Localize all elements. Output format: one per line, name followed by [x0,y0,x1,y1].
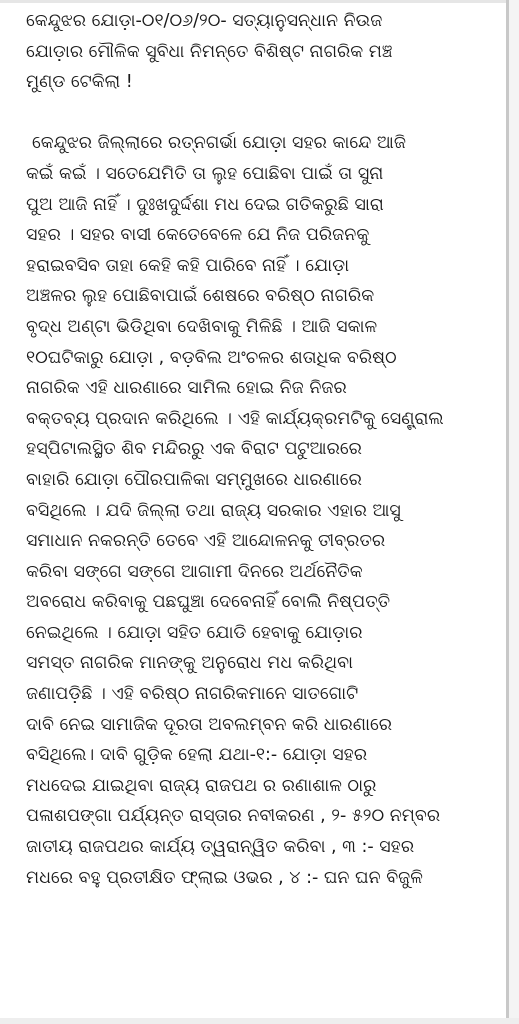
body-line: ଜାତୀୟ ରାଜପଥର କାର୍ଯ୍ୟ ତ୍ୱରାନ୍ୱିତ କରିବା , ୩ :- ସହର [26,837,415,858]
headline-line: ମୁଣ୍ଡ ଟେକିଲା ! [26,72,133,93]
body-line: ବସିଥିଲେ। ଦାବି ଗୁଡ଼ିକ ହେଲା ଯଥା-୧:- ଯୋଡ଼ା ସହର [26,745,368,766]
body-line: ହରାଇବସିବ ତାହା କେହି କହି ପାରିବେ ନାହିଁ । ଯୋଡ଼ା [26,255,350,276]
top-border [0,0,519,3]
headline-line: କେନ୍ଦୁଝର ଯୋଡ଼ା-୦୧/୦୬/୨୦- ସତ୍ୟାନୁସନ୍ଧାନ ନିଉଜ [26,11,383,31]
body-line: ଦାବି ନେଇ ସାମାଜିକ ଦୂରତା ଅବଲମ୍ବନ କରି ଧାରଣାରେ [26,714,393,735]
article-body [26,128,500,893]
body-line: ମଧରେ ବହୁ ପ୍ରତୀକ୍ଷିତ ଫ୍ଲାଇ ଓଭର , ୪ :- ଘନ ଘନ ବିଜୁଳି [26,867,423,888]
right-margin [509,0,519,1024]
bottom-border [0,1018,519,1024]
body-line: କେନ୍ଦୁଝର ଜିଲ୍ଲାରେ ରତ୍ନଗର୍ଭା ଯୋଡ଼ା ସହର କାନ୍ଦେ ଆଜି [32,133,406,154]
body-line: ବକ୍ତବ୍ୟ ପ୍ରଦାନ କରିଥିଲେ । ଏହି କାର୍ଯ୍ୟକ୍ରମଟିକୁ ସେଣ୍ଟ୍ରାଲ [26,408,444,429]
body-line: ଅବରୋଧ କରିବାକୁ ପଛଘୁଞ୍ଚା ଦେବେନାହିଁ ବୋଲି ନିଷ୍ପତ୍ତି [26,592,391,613]
headline [26,6,500,98]
body-line: ୧୦ଘଟିକାରୁ ଯୋଡ଼ା , ବଡ଼ବିଲ ଅଂଚଳର ଶତାଧିକ ବରିଷ୍ଠ [26,347,397,368]
right-border [506,0,509,1024]
body-line: ବାହାରି ଯୋଡ଼ା ପୌରପାଳିକା ସମ୍ମୁଖରେ ଧାରଣାରେ [26,469,362,490]
body-line: ଅଞ୍ଚଳର ଲୁହ ପୋଛିବାପାଇଁ ଶେଷରେ ବରିଷ୍ଠ ନାଗରିକ [26,286,375,307]
article-text [26,6,500,893]
body-line: ପଳାଶପଙ୍ଗା ପର୍ଯ୍ୟନ୍ତ ରାସ୍ତାର ନବୀକରଣ , ୨- ୫୨୦ ନମ୍ବର [26,806,441,827]
body-line: ବସିଥିଲେ । ଯଦି ଜିଲ୍ଲା ତଥା ରାଜ୍ୟ ସରକାର ଏହାର ଆସୁ [26,500,401,521]
body-line: ସମସ୍ତ ନାଗରିକ ମାନଙ୍କୁ ଅନୁରୋଧ ମଧ କରିଥିବା [26,653,354,674]
body-line: ମଧଦେଇ ଯାଇଥିବା ରାଜ୍ୟ ରାଜପଥ ର ରଣାଶାଳ ଠାରୁ [26,775,377,796]
body-line: ସହର । ସହର ବାସୀ କେତେବେଳେ ଯେ ନିଜ ପରିଜନକୁ [26,225,370,246]
paragraph-gap [26,98,500,129]
body-line: ବୃଦ୍ଧ ଅଣ୍ଟା ଭିଡିଥିବା ଦେଖିବାକୁ ମିଳିଛି । ଆଜି ସକାଳ [26,316,378,337]
body-line: ନେଇଥିଲେ । ଯୋଡ଼ା ସହିତ ଯୋଡି ହେବାକୁ ଯୋଡ଼ାର [26,622,363,643]
body-line: କରିବା ସଙ୍ଗେ ସଙ୍ଗେ ଆଗାମୀ ଦିନରେ ଅର୍ଥନୈତିକ [26,561,363,582]
body-line: ସମାଧାନ ନକରନ୍ତି ତେବେ ଏହି ଆନ୍ଦୋଳନକୁ ତୀବ୍ରତର [26,531,386,552]
headline-line: ଯୋଡ଼ାର ମୌଳିକ ସୁବିଧା ନିମନ୍ତେ ବିଶିଷ୍ଟ ନାଗରିକ ମଞ୍ଚ [26,41,393,62]
body-line: କଇଁ କଇଁ । ସତେଯେମିତି ତା ଲୁହ ପୋଛିବା ପାଇଁ ତା ସୁନା [26,163,384,184]
body-line: ହସ୍ପିଟାଲସ୍ଥିତ ଶିବ ମନ୍ଦିରରୁ ଏକ ବିରାଟ ପଟୁଆରରେ [26,439,362,460]
body-line: ପୁଅ ଆଜି ନାହିଁ । ଦୁଃଖଦୁର୍ଦ୍ଦଶା ମଧ ଦେଇ ଗତିକରୁଛି ସାରା [26,194,384,215]
body-line: ନାଗରିକ ଏହି ଧାରଣାରେ ସାମିଲ ହୋଇ ନିଜ ନିଜର [26,378,347,399]
body-line: ଜଣାପଡ଼ିଛି । ଏହି ବରିଷ୍ଠ ନାଗରିକମାନେ ସାତଗୋଟି [26,684,359,705]
